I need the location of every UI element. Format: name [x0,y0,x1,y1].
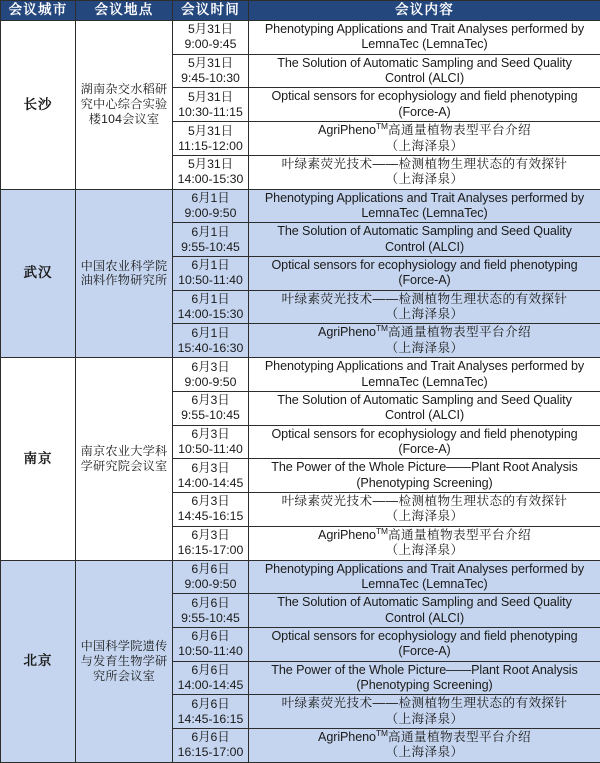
content-line-1: Optical sensors for ecophysiology and field phenotyping [251,427,598,442]
cell-content [249,54,600,88]
content-line-1: The Solution of Automatic Sampling and Seed Quality [251,595,598,610]
time-range: 14:45-16:15 [175,509,246,524]
product-name: AgriPheno [318,325,376,339]
cell-time [173,324,249,358]
content-line-2: Control (ALCI) [251,408,598,423]
content-line-1: Phenotyping Applications and Trait Analyses performed by [251,22,598,37]
cell-content [249,189,600,223]
cell-time [173,54,249,88]
content-line-1: The Power of the Whole Picture——Plant Root Analysis [251,460,598,475]
content-line-2: （上海泽泉） [251,307,598,322]
cell-time [173,21,249,55]
cell-content [249,122,600,156]
cell-time [173,88,249,122]
content-line-2: （上海泽泉） [251,712,598,727]
cell-time [173,729,249,763]
time-range: 9:45-10:30 [175,71,246,86]
cell-time [173,594,249,628]
time-date: 6月3日 [175,360,246,375]
content-line-2: （上海泽泉） [251,543,598,558]
table-row [1,21,600,55]
time-date: 6月3日 [175,393,246,408]
content-line-2: （上海泽泉） [251,509,598,524]
content-line-1: The Solution of Automatic Sampling and Seed Quality [251,393,598,408]
cell-content [249,88,600,122]
cell-content [249,560,600,594]
time-date: 6月6日 [175,596,246,611]
time-date: 6月3日 [175,461,246,476]
cell-venue: 南京农业大学科学研究院会议室 [76,358,173,560]
content-line-2: （上海泽泉） [251,139,598,154]
product-name: AgriPheno [318,123,376,137]
cell-time [173,189,249,223]
cell-venue: 湖南杂交水稻研究中心综合实验楼104会议室 [76,21,173,190]
content-line-2: Control (ALCI) [251,71,598,86]
cell-city: 南京 [1,358,76,560]
cell-content [249,290,600,324]
table-header [1,1,600,21]
cell-content [249,324,600,358]
content-line-2: LemnaTec (LemnaTec) [251,577,598,592]
time-range: 9:55-10:45 [175,611,246,626]
content-line-1: Phenotyping Applications and Trait Analyses performed by [251,359,598,374]
time-range: 10:30-11:15 [175,105,246,120]
column-header-city: 会议城市 [1,1,76,21]
time-date: 6月1日 [175,258,246,273]
time-range: 14:00-14:45 [175,678,246,693]
content-line-2: LemnaTec (LemnaTec) [251,206,598,221]
time-date: 6月3日 [175,528,246,543]
content-line-2: Control (ALCI) [251,240,598,255]
content-line-1: Phenotyping Applications and Trait Analyses performed by [251,191,598,206]
content-line-1: Phenotyping Applications and Trait Analyses performed by [251,562,598,577]
content-line-1: Optical sensors for ecophysiology and field phenotyping [251,258,598,273]
time-date: 5月31日 [175,90,246,105]
time-date: 6月3日 [175,494,246,509]
cell-time [173,391,249,425]
time-range: 14:00-14:45 [175,476,246,491]
time-range: 16:15-17:00 [175,543,246,558]
content-line-2: LemnaTec (LemnaTec) [251,375,598,390]
cell-content [249,223,600,257]
cell-content [249,627,600,661]
cell-time [173,155,249,189]
cell-city: 长沙 [1,21,76,190]
cell-content [249,459,600,493]
time-range: 11:15-12:00 [175,139,246,154]
time-date: 6月6日 [175,663,246,678]
table-row [1,358,600,392]
time-range: 14:00-15:30 [175,307,246,322]
content-line-1: 叶绿素荧光技术——检测植物生理状态的有效探针 [251,157,598,172]
time-date: 6月1日 [175,326,246,341]
cell-content [249,594,600,628]
content-line-1 [251,123,598,138]
content-line-2: （上海泽泉） [251,341,598,356]
time-range: 9:55-10:45 [175,408,246,423]
time-date: 6月6日 [175,629,246,644]
time-range: 14:00-15:30 [175,172,246,187]
time-date: 6月6日 [175,730,246,745]
cell-time [173,425,249,459]
content-line-2: (Force-A) [251,105,598,120]
time-date: 6月1日 [175,225,246,240]
trademark-icon: TM [376,526,388,536]
table-row [1,189,600,223]
cell-content [249,493,600,527]
cell-time [173,560,249,594]
cell-time [173,459,249,493]
trademark-icon: TM [376,728,388,738]
trademark-icon: TM [376,121,388,131]
cell-content [249,526,600,560]
content-line-1 [251,325,598,340]
cell-content [249,729,600,763]
cell-time [173,695,249,729]
time-range: 15:40-16:30 [175,341,246,356]
time-date: 5月31日 [175,124,246,139]
time-range: 9:55-10:45 [175,240,246,255]
content-line-1: The Solution of Automatic Sampling and Seed Quality [251,56,598,71]
time-date: 6月1日 [175,191,246,206]
time-date: 5月31日 [175,56,246,71]
content-line-1: The Power of the Whole Picture——Plant Root Analysis [251,663,598,678]
time-range: 10:50-11:40 [175,273,246,288]
cell-time [173,661,249,695]
cell-venue: 中国科学院遗传与发育生物学研究所会议室 [76,560,173,762]
time-range: 9:00-9:50 [175,206,246,221]
trademark-icon: TM [376,323,388,333]
cell-venue: 中国农业科学院油料作物研究所 [76,189,173,358]
cell-city: 武汉 [1,189,76,358]
column-header-time: 会议时间 [173,1,249,21]
time-range: 9:00-9:45 [175,37,246,52]
table-body [1,21,600,763]
cell-content [249,358,600,392]
content-line-1 [251,730,598,745]
content-line-1 [251,528,598,543]
content-line-2: (Force-A) [251,273,598,288]
time-range: 16:15-17:00 [175,745,246,760]
content-line-1: 叶绿素荧光技术——检测植物生理状态的有效探针 [251,494,598,509]
content-line-2: (Force-A) [251,644,598,659]
content-line-1-suffix: 高通量植物表型平台介绍 [388,730,531,744]
content-line-1: 叶绿素荧光技术——检测植物生理状态的有效探针 [251,292,598,307]
content-line-1: Optical sensors for ecophysiology and field phenotyping [251,629,598,644]
time-range: 14:45-16:15 [175,712,246,727]
cell-content [249,391,600,425]
cell-content [249,425,600,459]
cell-time [173,358,249,392]
content-line-2: （上海泽泉） [251,745,598,760]
content-line-1: The Solution of Automatic Sampling and Seed Quality [251,224,598,239]
product-name: AgriPheno [318,528,376,542]
content-line-2: (Phenotyping Screening) [251,678,598,693]
time-date: 6月3日 [175,427,246,442]
cell-content [249,695,600,729]
time-date: 5月31日 [175,22,246,37]
content-line-2: Control (ALCI) [251,611,598,626]
content-line-2: (Phenotyping Screening) [251,476,598,491]
time-range: 10:50-11:40 [175,442,246,457]
time-date: 6月6日 [175,562,246,577]
cell-time [173,290,249,324]
time-range: 10:50-11:40 [175,644,246,659]
content-line-2: (Force-A) [251,442,598,457]
content-line-1-suffix: 高通量植物表型平台介绍 [388,528,531,542]
content-line-2: （上海泽泉） [251,172,598,187]
cell-city: 北京 [1,560,76,762]
time-date: 6月6日 [175,697,246,712]
cell-time [173,627,249,661]
cell-time [173,257,249,291]
time-range: 9:00-9:50 [175,375,246,390]
column-header-venue: 会议地点 [76,1,173,21]
table-row [1,560,600,594]
column-header-content: 会议内容 [249,1,600,21]
cell-time [173,526,249,560]
cell-time [173,122,249,156]
time-date: 5月31日 [175,157,246,172]
content-line-1-suffix: 高通量植物表型平台介绍 [388,123,531,137]
cell-content [249,155,600,189]
product-name: AgriPheno [318,730,376,744]
cell-time [173,223,249,257]
cell-content [249,21,600,55]
header-row [1,1,600,21]
content-line-2: LemnaTec (LemnaTec) [251,37,598,52]
cell-time [173,493,249,527]
time-range: 9:00-9:50 [175,577,246,592]
content-line-1: 叶绿素荧光技术——检测植物生理状态的有效探针 [251,696,598,711]
content-line-1-suffix: 高通量植物表型平台介绍 [388,325,531,339]
cell-content [249,661,600,695]
time-date: 6月1日 [175,292,246,307]
cell-content [249,257,600,291]
content-line-1: Optical sensors for ecophysiology and field phenotyping [251,89,598,104]
